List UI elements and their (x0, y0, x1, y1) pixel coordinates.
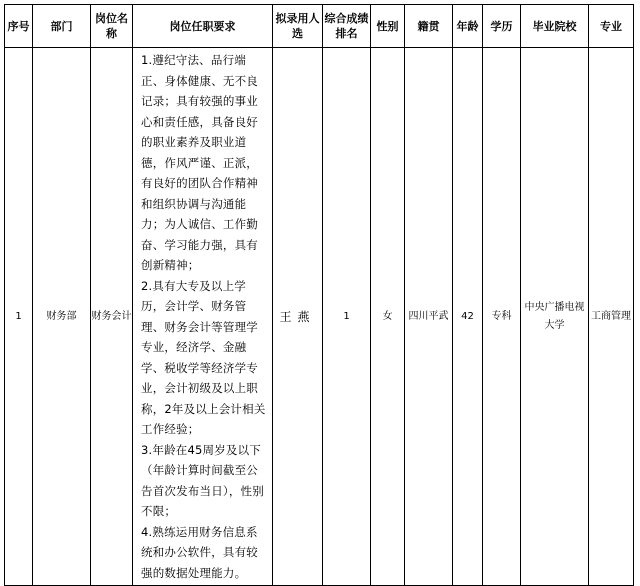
requirement-item: 2.具有大专及以上学历，会计学、财务管理、财务会计等管理学专业，经济学、金融学、税收学等经济学专业，会计初级及以上职称，2年及以上会计相关工作经验； (141, 278, 266, 436)
cell-seq: 1 (5, 48, 33, 586)
header-rank: 综合成绩排名 (323, 5, 371, 48)
cell-major: 工商管理 (589, 48, 634, 586)
header-seq: 序号 (5, 5, 33, 48)
cell-age: 42 (453, 48, 483, 586)
cell-rank: 1 (323, 48, 371, 586)
header-dept: 部门 (33, 5, 91, 48)
cell-candidate: 王燕 (273, 48, 323, 586)
header-education: 学历 (483, 5, 521, 48)
requirement-item: 4.熟练运用财务信息系统和办公软件，具有较强的数据处理能力。 (141, 524, 258, 580)
header-requirements: 岗位任职要求 (133, 5, 273, 48)
cell-requirements (133, 48, 273, 586)
requirement-item: 1.遵纪守法、品行端正、身体健康、无不良记录；具有较强的事业心和责任感，具备良好的职业素养及职业道德，作风严谨、正派，有良好的团队合作精神和组织协调与沟通能力；为人诚信、工作勤奋、学习能力强，具有创新精神； (141, 53, 258, 272)
requirement-item: 3.年龄在45周岁及以下（年龄计算时间截至公告首次发布当日），性别不限； (141, 442, 264, 518)
cell-gender: 女 (371, 48, 405, 586)
cell-school: 中央广播电视大学 (521, 48, 589, 586)
cell-origin: 四川平武 (405, 48, 453, 586)
table-header-row (5, 5, 634, 48)
header-age: 年龄 (453, 5, 483, 48)
recruitment-table-container (4, 4, 634, 586)
table-row (5, 48, 634, 586)
cell-dept: 财务部 (33, 48, 91, 586)
header-school: 毕业院校 (521, 5, 589, 48)
header-origin: 籍贯 (405, 5, 453, 48)
recruitment-table (4, 4, 634, 586)
header-major: 专业 (589, 5, 634, 48)
cell-education: 专科 (483, 48, 521, 586)
header-candidate: 拟录用人选 (273, 5, 323, 48)
cell-post-name: 财务会计 (91, 48, 133, 586)
header-gender: 性别 (371, 5, 405, 48)
header-post-name: 岗位名称 (91, 5, 133, 48)
